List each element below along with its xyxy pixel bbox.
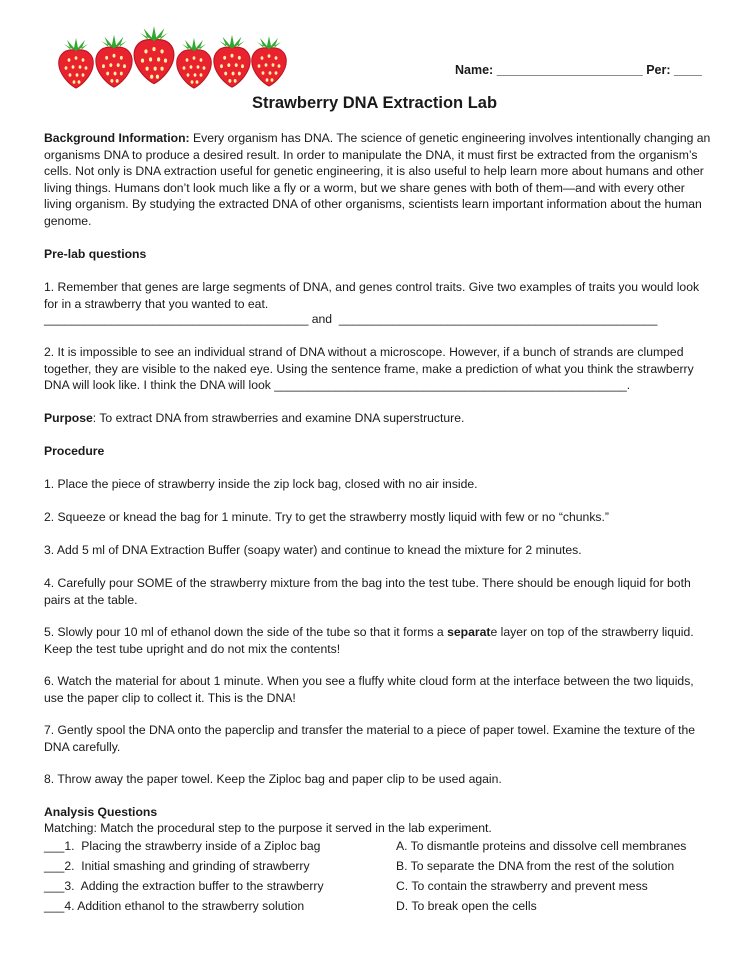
matching-item-2: ___2. Initial smashing and grinding of strawberry (44, 859, 310, 873)
prelab-question-1-answer (44, 311, 714, 328)
background-paragraph (44, 130, 714, 230)
strawberries-clipart (56, 26, 292, 92)
matching-item-4: ___4. Addition ethanol to the strawberry solution (44, 899, 305, 913)
answer-blank-a: _______________________________________ (44, 312, 309, 326)
procedure-step-1: 1. Place the piece of strawberry inside the zip lock bag, closed with no air inside. (44, 477, 478, 491)
page-title: Strawberry DNA Extraction Lab (251, 94, 498, 112)
prelab-question-2-text: 2. It is impossible to see an individual strand of DNA without a microscope. However, if a bunch of strands are clumped together, they are visible to the naked eye. Using the sentence frame, make a prediction of what you think the strawberry DNA will look like. I think the DNA will look (44, 345, 694, 393)
procedure-step-3: 3. Add 5 ml of DNA Extraction Buffer (soapy water) and continue to knead the mixture for 2 minutes. (44, 543, 582, 557)
procedure-step-8: 8. Throw away the paper towel. Keep the Ziploc bag and paper clip to be used again. (44, 772, 502, 786)
procedure-step-2: 2. Squeeze or knead the bag for 1 minute. Try to get the strawberry mostly liquid with few or no “chunks.” (44, 510, 609, 524)
matching-item-1: ___1. Placing the strawberry inside of a Ziploc bag (44, 839, 321, 853)
purpose-line (44, 410, 714, 427)
step-5-text-b: e layer on top of the strawberry liquid. Keep the test tube upright and do not mix the contents! (44, 625, 694, 656)
strawberry-icon (96, 35, 132, 87)
strawberry-icon (214, 35, 250, 87)
period-blank: ____ (674, 63, 702, 77)
strawberry-icon (177, 38, 211, 88)
procedure-heading: Procedure (44, 444, 105, 458)
matching-option-d: D. To break open the cells (396, 899, 537, 913)
procedure-step-4: 4. Carefully pour SOME of the strawberry mixture from the bag into the test tube. There should be enough liquid for both pairs at the table. (44, 576, 691, 607)
matching-option-c: C. To contain the strawberry and prevent mess (396, 879, 648, 893)
strawberry-icon (252, 36, 286, 86)
background-label: Background Information: (44, 131, 190, 145)
matching-option-b: B. To separate the DNA from the rest of the solution (396, 859, 675, 873)
procedure-step-6: 6. Watch the material for about 1 minute. When you see a fluffy white cloud form at the interface between the two liquids, use the paper clip to collect it. This is the DNA! (44, 674, 694, 705)
answer-blank-b: _______________________________________________ (338, 312, 658, 326)
purpose-label: Purpose (44, 411, 93, 425)
procedure-step-7: 7. Gently spool the DNA onto the paperclip and transfer the material to a piece of paper towel. Examine the texture of the DNA carefully. (44, 723, 696, 754)
step-5-bold: separat (447, 625, 491, 639)
prelab-question-1: 1. Remember that genes are large segments of DNA, and genes control traits. Give two examples of traits you would look for in a strawberry that you wanted to eat. (44, 280, 700, 311)
answer-and: and (311, 312, 333, 326)
period-label: Per: (646, 63, 671, 77)
prediction-blank: ____________________________________________________. (274, 378, 631, 393)
name-label: Name: (455, 63, 494, 77)
prelab-heading: Pre-lab questions (44, 247, 147, 261)
matching-option-a: A. To dismantle proteins and dissolve cell membranes (396, 839, 687, 853)
purpose-text: : To extract DNA from strawberries and examine DNA superstructure. (92, 411, 465, 425)
matching-item-3: ___3. Adding the extraction buffer to the strawberry (44, 879, 324, 893)
name-blank: _____________________ (496, 63, 643, 77)
strawberry-icon (59, 38, 93, 88)
step-5-text-a: 5. Slowly pour 10 ml of ethanol down the side of the tube so that it forms a (44, 625, 448, 639)
analysis-instructions: Matching: Match the procedural step to the purpose it served in the lab experiment. (44, 821, 492, 835)
strawberry-icon (134, 26, 174, 84)
name-period-line (455, 63, 702, 77)
prelab-question-2 (44, 344, 716, 394)
procedure-step-5 (44, 624, 714, 657)
background-text: Every organism has DNA. The science of genetic engineering involves intentionally changing an organisms DNA to produce a desired result. In order to manipulate the DNA, it must first be extracted from the organism’s cells. Not only is DNA extraction useful for genetic engineering, it is also useful to help learn more about humans and other living things. Humans don’t look much like a fly or a worm, but we share genes with both of them—and with every other living organism. By studying the extracted DNA of other organisms, scientists learn important information about the human genome. (44, 131, 711, 228)
analysis-heading: Analysis Questions (44, 805, 158, 819)
